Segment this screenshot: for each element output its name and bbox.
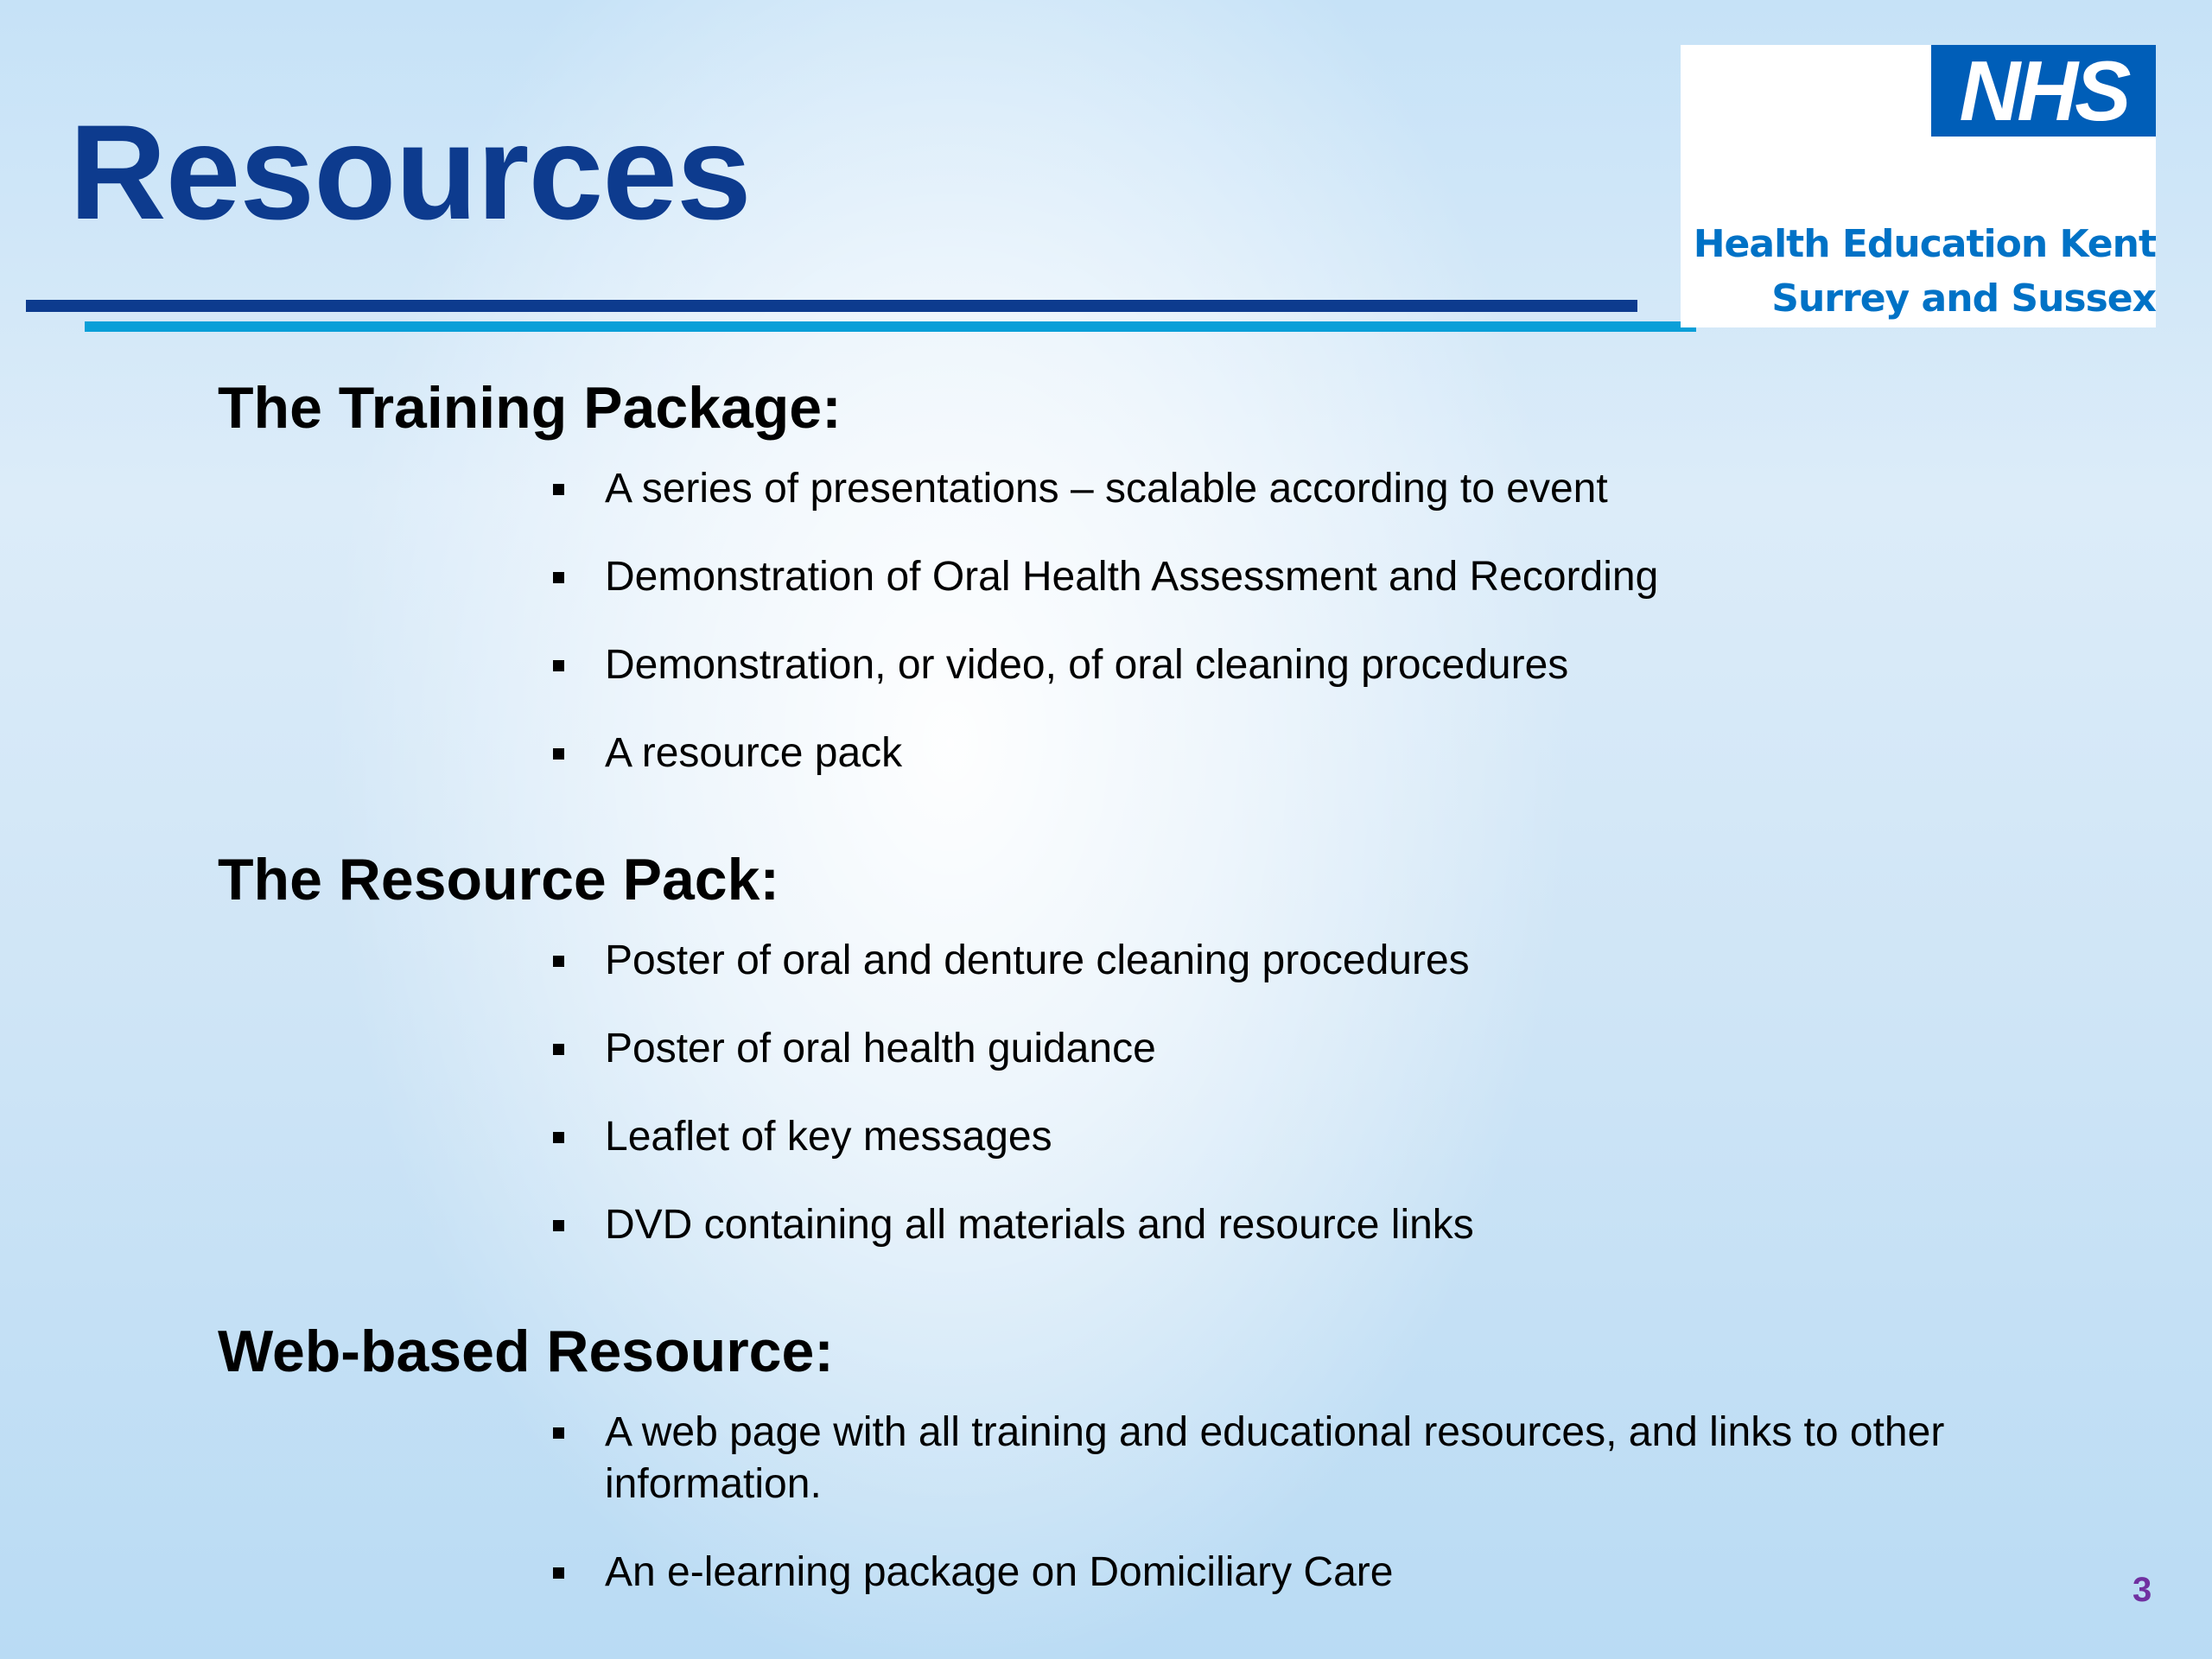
list-item	[553, 935, 1936, 987]
list-item-text: A series of presentations – scalable according to event	[605, 466, 1608, 512]
page-number: 3	[2133, 1571, 2152, 1609]
org-name-line-1: Health Education Kent	[1693, 222, 2156, 266]
section-heading-resource-pack: The Resource Pack:	[218, 847, 780, 912]
bullet-icon	[553, 748, 564, 760]
list-item-text: Poster of oral and denture cleaning procedures	[605, 938, 1470, 983]
resource-pack-list	[553, 935, 1936, 1251]
list-item	[553, 639, 1936, 691]
bullet-icon	[553, 1567, 564, 1579]
bullet-icon	[553, 660, 564, 671]
list-item	[553, 1023, 1936, 1075]
nhs-logo-mark: NHS	[1931, 45, 2156, 137]
list-item-text: An e-learning package on Domiciliary Care	[605, 1549, 1394, 1595]
list-item-text: Leaflet of key messages	[605, 1114, 1052, 1160]
list-item-text: Poster of oral health guidance	[605, 1026, 1156, 1071]
list-item-text: DVD containing all materials and resource links	[605, 1202, 1474, 1248]
list-item-text: Demonstration of Oral Health Assessment and Recording	[605, 554, 1659, 600]
list-item	[553, 1547, 1970, 1599]
bullet-icon	[553, 484, 564, 495]
section-heading-training-package: The Training Package:	[218, 375, 842, 441]
list-item-text: A web page with all training and educational resources, and links to other information.	[605, 1409, 1945, 1507]
list-item-text: A resource pack	[605, 730, 903, 776]
org-name-line-2: Surrey and Sussex	[1771, 276, 2156, 321]
bullet-icon	[553, 1132, 564, 1143]
bullet-icon	[553, 1427, 564, 1439]
list-item	[553, 1199, 1936, 1251]
nhs-logo	[1681, 45, 2156, 327]
title-divider-dark	[26, 300, 1637, 312]
list-item	[553, 551, 1936, 603]
web-based-resource-list	[553, 1407, 1970, 1599]
list-item	[553, 1111, 1936, 1163]
training-package-list	[553, 463, 1936, 779]
title-divider-light	[85, 321, 1696, 332]
list-item-text: Demonstration, or video, of oral cleaning procedures	[605, 642, 1569, 688]
list-item	[553, 1407, 1970, 1510]
list-item	[553, 728, 1936, 779]
slide-title: Resources	[69, 98, 751, 248]
bullet-icon	[553, 572, 564, 583]
section-heading-web-based-resource: Web-based Resource:	[218, 1319, 834, 1384]
list-item	[553, 463, 1936, 515]
bullet-icon	[553, 956, 564, 967]
bullet-icon	[553, 1220, 564, 1231]
bullet-icon	[553, 1044, 564, 1055]
